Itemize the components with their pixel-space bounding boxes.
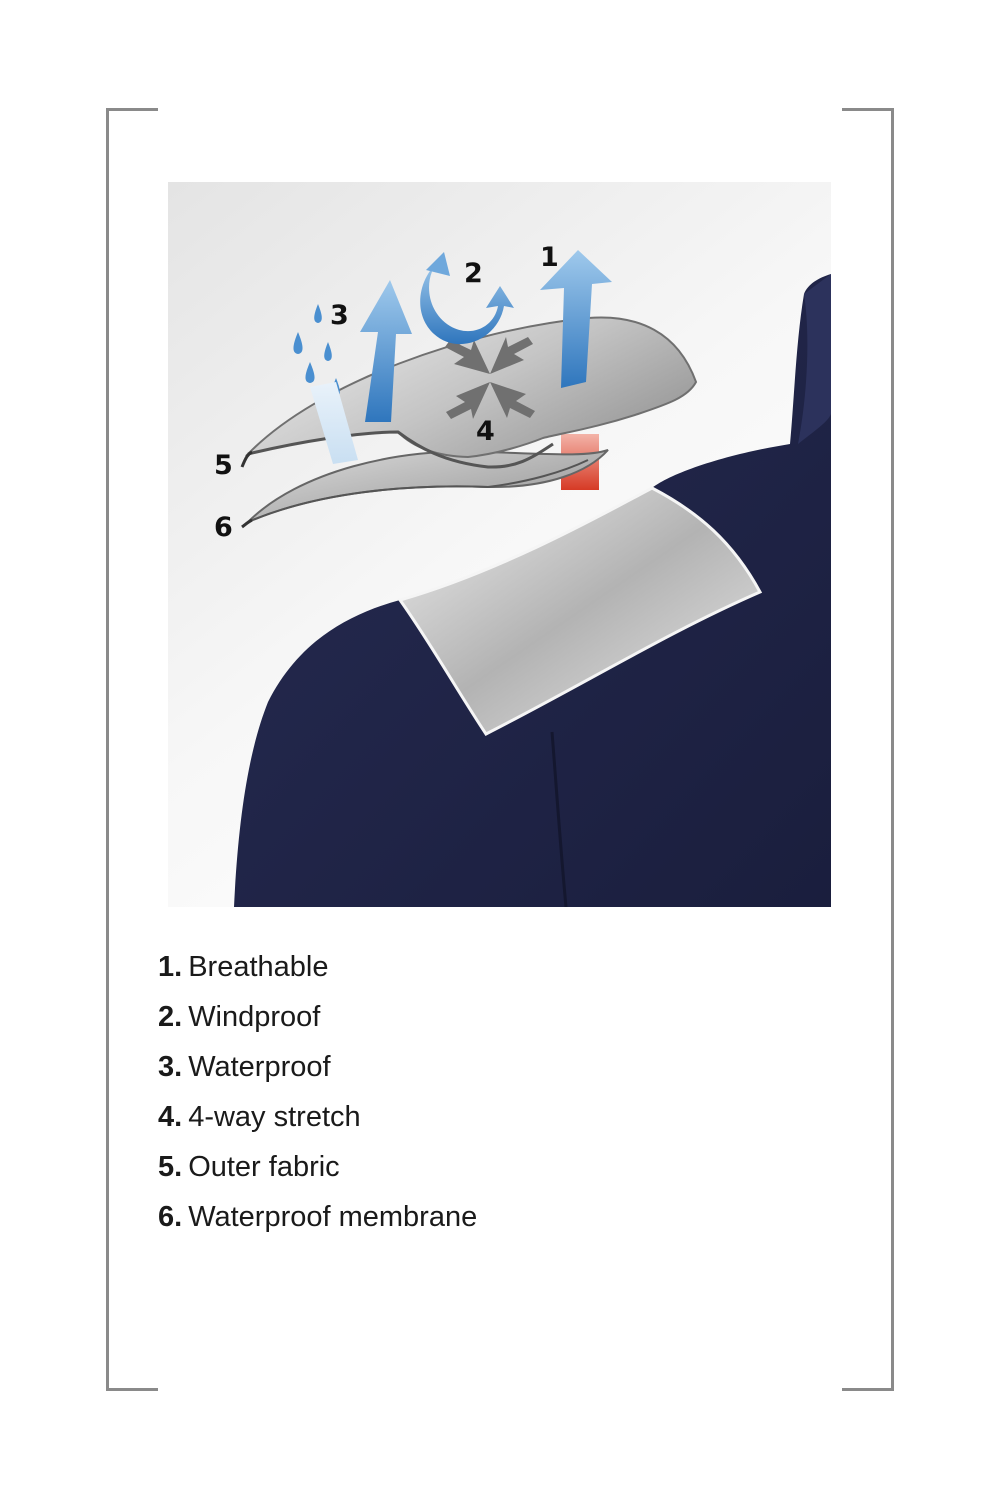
frame-corner-bottom-right	[842, 1388, 894, 1391]
legend-number: 2.	[158, 1001, 183, 1033]
legend-label: Waterproof	[188, 1051, 331, 1083]
callout-4: 4	[476, 416, 495, 447]
callout-3: 3	[330, 300, 349, 331]
frame-side-right	[891, 108, 894, 1391]
frame-corner-top-right	[842, 108, 894, 111]
legend-label: Outer fabric	[188, 1151, 340, 1183]
legend-number: 3.	[158, 1051, 183, 1083]
legend-number: 6.	[158, 1201, 183, 1233]
fabric-diagram-svg	[168, 182, 831, 907]
legend-number: 1.	[158, 951, 183, 983]
frame-side-left	[106, 108, 109, 1391]
legend-item-membrane	[158, 1195, 758, 1245]
legend-item-breathable	[158, 945, 758, 995]
legend-number: 4.	[158, 1101, 183, 1133]
legend-item-windproof	[158, 995, 758, 1045]
feature-legend	[158, 945, 758, 1245]
callout-1: 1	[540, 242, 559, 273]
callout-6: 6	[214, 512, 233, 543]
legend-label: Breathable	[188, 951, 329, 983]
callout-5: 5	[214, 450, 233, 481]
legend-item-outer-fabric	[158, 1145, 758, 1195]
legend-item-waterproof	[158, 1045, 758, 1095]
frame-corner-bottom-left	[106, 1388, 158, 1391]
legend-label: Waterproof membrane	[188, 1201, 478, 1233]
legend-label: Windproof	[188, 1001, 321, 1033]
frame-corner-top-left	[106, 108, 158, 111]
callout-2: 2	[464, 258, 483, 289]
fabric-layers-illustration	[168, 182, 831, 907]
legend-item-stretch	[158, 1095, 758, 1145]
legend-number: 5.	[158, 1151, 183, 1183]
legend-label: 4-way stretch	[188, 1101, 361, 1133]
